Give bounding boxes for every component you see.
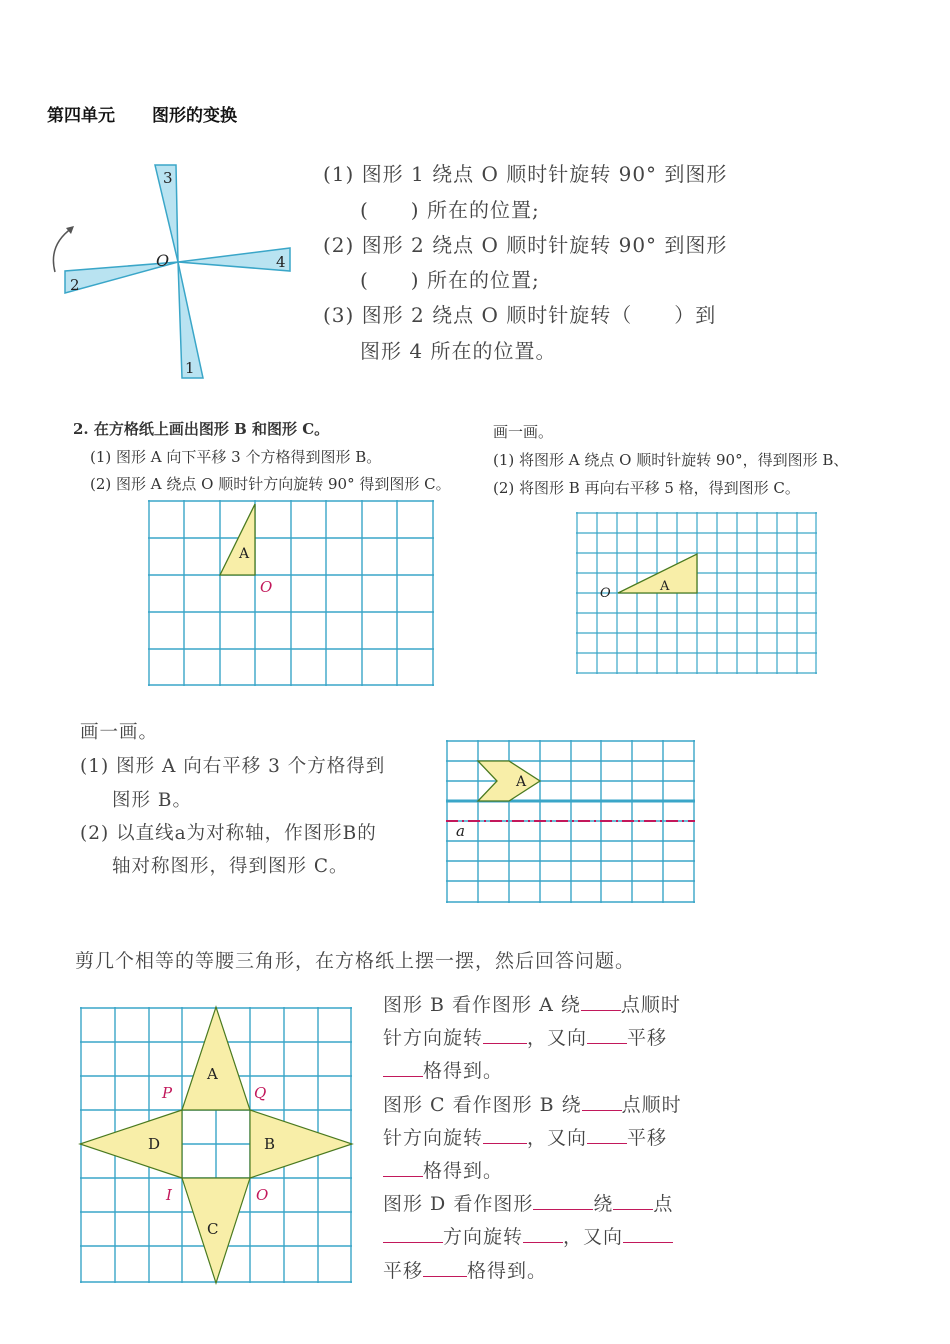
q4-row-1: 图形 B 看作图形 A 绕 点顺时	[383, 994, 681, 1016]
blank[interactable]	[613, 1208, 653, 1210]
grid-right	[576, 512, 817, 674]
q1-line-5: (3) 图形 2 绕点 O 顺时针旋转（ ）到	[323, 303, 717, 327]
blank[interactable]	[423, 1275, 467, 1277]
blade-label-4: 4	[276, 253, 286, 271]
center-label-o: O	[156, 251, 170, 270]
blank[interactable]	[383, 1241, 443, 1243]
triangle-a	[220, 504, 255, 575]
q4-row-4: 图形 C 看作图形 B 绕 点顺时	[383, 1094, 682, 1116]
star-label-a: A	[207, 1065, 218, 1083]
blade-label-3: 3	[163, 169, 173, 187]
q4-row-9: 平移 格得到。	[383, 1260, 548, 1282]
q3-title: 画一画。	[80, 722, 159, 743]
q4-row-6: 格得到。	[383, 1156, 503, 1183]
blank[interactable]	[523, 1241, 563, 1243]
point-p: P	[162, 1084, 173, 1102]
blank[interactable]	[587, 1142, 627, 1144]
grid-left	[148, 500, 434, 686]
unit-subtitle: 图形的变换	[152, 106, 237, 126]
q2-line-2: (2) 图形 A 绕点 O 顺时针方向旋转 90° 得到图形 C。	[90, 475, 451, 493]
q1-line-1: (1) 图形 1 绕点 O 顺时针旋转 90° 到图形	[323, 162, 728, 186]
q4-row-8: 方向旋转 ，又向	[383, 1222, 673, 1249]
blank[interactable]	[582, 1109, 622, 1111]
q4-row-2: 针方向旋转 ，又向 平移	[383, 1027, 668, 1049]
star-label-d: D	[148, 1135, 161, 1153]
q4-row-3: 格得到。	[383, 1056, 503, 1083]
q3-line-3: (2) 以直线a为对称轴，作图形B的	[80, 823, 377, 844]
q1-line-4: ( ) 所在的位置;	[360, 268, 540, 292]
q3-line-1: (1) 图形 A 向右平移 3 个方格得到	[80, 756, 386, 777]
q2-line-1: (1) 图形 A 向下平移 3 个方格得到图形 B。	[90, 448, 382, 466]
label-o-right: O	[600, 586, 611, 601]
q2r-line-2: (2) 将图形 B 再向右平移 5 格，得到图形 C。	[493, 479, 800, 497]
blade-label-1: 1	[185, 359, 195, 377]
label-axis-a: a	[456, 822, 465, 840]
blank[interactable]	[483, 1042, 527, 1044]
triangle-d-star	[80, 1110, 182, 1178]
label-o: O	[260, 578, 273, 596]
blank[interactable]	[533, 1208, 593, 1210]
q2-title: 2. 在方格纸上画出图形 B 和图形 C。	[73, 420, 330, 438]
blank[interactable]	[483, 1142, 527, 1144]
blank[interactable]	[383, 1075, 423, 1077]
blank[interactable]	[383, 1175, 423, 1177]
q3-line-4: 轴对称图形，得到图形 C。	[112, 856, 349, 877]
blank[interactable]	[623, 1241, 673, 1243]
star-label-c: C	[207, 1220, 219, 1238]
point-o: O	[256, 1186, 269, 1204]
blank[interactable]	[587, 1042, 627, 1044]
q4-heading: 剪几个相等的等腰三角形，在方格纸上摆一摆，然后回答问题。	[75, 950, 636, 972]
blank[interactable]	[581, 1009, 621, 1011]
label-a-right: A	[660, 579, 670, 594]
blade-4	[178, 248, 290, 271]
q1-line-2: ( ) 所在的位置;	[360, 198, 540, 222]
unit-title: 第四单元	[47, 106, 115, 126]
label-a-sym: A	[516, 774, 527, 790]
star-label-b: B	[264, 1135, 276, 1153]
q4-row-7: 图形 D 看作图形 绕 点	[383, 1193, 674, 1215]
q2r-line-1: (1) 将图形 A 绕点 O 顺时针旋转 90°，得到图形 B、	[493, 451, 849, 469]
point-q: Q	[254, 1084, 267, 1102]
q4-row-5: 针方向旋转 ，又向 平移	[383, 1127, 668, 1149]
q3-line-2: 图形 B。	[112, 790, 192, 811]
point-i: I	[166, 1186, 172, 1204]
grid-symmetry	[446, 740, 695, 903]
label-a: A	[239, 546, 250, 562]
q1-line-3: (2) 图形 2 绕点 O 顺时针旋转 90° 到图形	[323, 233, 728, 257]
arrow-head-icon	[66, 226, 74, 234]
q1-line-6: 图形 4 所在的位置。	[360, 339, 557, 363]
rotation-arrow-icon	[53, 228, 72, 272]
triangle-a-star	[182, 1007, 250, 1110]
grid-triangles	[80, 1007, 352, 1283]
blade-label-2: 2	[70, 276, 80, 294]
q2r-title: 画一画。	[493, 423, 554, 441]
